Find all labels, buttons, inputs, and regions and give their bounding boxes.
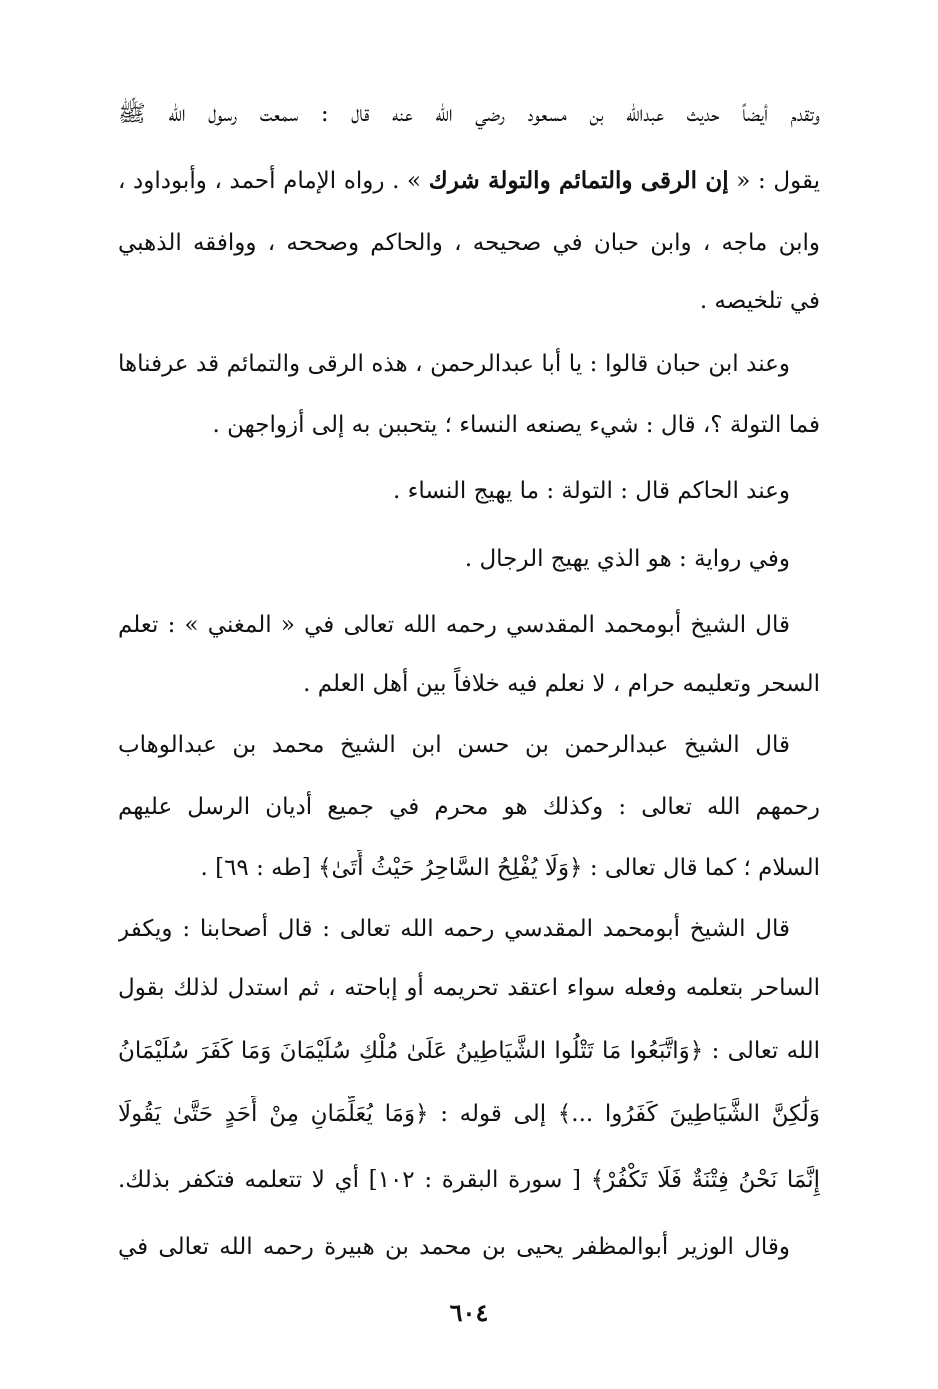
text-line: وفي رواية : هو الذي يهيج الرجال . bbox=[464, 546, 790, 572]
text-line: قال الشيخ أبومحمد المقدسي رحمه الله تعالى : قال أصحابنا : ويكفر bbox=[118, 916, 790, 942]
text-line bbox=[118, 163, 820, 203]
text-line: وتقدم أيضاً حديث عبدالله بن مسعود رضي الله عنه قال : سمعت رسول الله ﷺ bbox=[118, 101, 820, 127]
text-line: الساحر بتعلمه وفعله سواء اعتقد تحريمه أو إباحته ، ثم استدل لذلك بقول bbox=[118, 975, 820, 1001]
text-line: فما التولة ؟، قال : شيء يصنعه النساء ؛ يتحببن به إلى أزواجهن . bbox=[212, 412, 820, 438]
text-line: وعند الحاكم قال : التولة : ما يهيج النساء . bbox=[392, 478, 790, 504]
text-line: إِنَّمَا نَحْنُ فِتْنَةٌ فَلَا تَكْفُرْ﴾ [ سورة البقرة : ١٠٢] أي لا تتعلمه فتكفر بذلك. bbox=[118, 1167, 820, 1193]
text-segment: » . رواه الإمام أحمد ، وأبوداود ، bbox=[118, 168, 429, 194]
text-line: وعند ابن حبان قالوا : يا أبا عبدالرحمن ، هذه الرقى والتمائم قد عرفناها bbox=[118, 351, 790, 377]
text-line: وقال الوزير أبوالمظفر يحيى بن محمد بن هبيرة رحمه الله تعالى في bbox=[118, 1234, 790, 1260]
text-line: وابن ماجه ، وابن حبان في صحيحه ، والحاكم وصححه ، ووافقه الذهبي bbox=[118, 230, 820, 256]
text-line: السحر وتعليمه حرام ، لا نعلم فيه خلافاً بين أهل العلم . bbox=[303, 671, 820, 697]
text-line: السلام ؛ كما قال تعالى : ﴿وَلَا يُفْلِحُ السَّاحِرُ حَيْثُ أَتَىٰ﴾ [طه : ٦٩] . bbox=[200, 855, 820, 881]
text-line: قال الشيخ أبومحمد المقدسي رحمه الله تعالى في « المغني » : تعلم bbox=[118, 612, 790, 638]
text-line: في تلخيصه . bbox=[699, 288, 820, 314]
text-line: الله تعالى : ﴿وَاتَّبَعُوا مَا تَتْلُوا الشَّيَاطِينُ عَلَىٰ مُلْكِ سُلَيْمَانَ وَمَا كَفَرَ سُلَيْمَانُ bbox=[118, 1038, 820, 1064]
text-segment: يقول : « bbox=[728, 168, 820, 194]
text-line: رحمهم الله تعالى : وكذلك هو محرم في جميع أديان الرسل عليهم bbox=[118, 794, 820, 820]
text-line: قال الشيخ عبدالرحمن بن حسن ابن الشيخ محمد بن عبدالوهاب bbox=[118, 732, 790, 758]
text-line: وَلَٰكِنَّ الشَّيَاطِينَ كَفَرُوا ...﴾ إلى قوله : ﴿وَمَا يُعَلِّمَانِ مِنْ أَحَدٍ حَتَّىٰ يَقُولَا bbox=[118, 1101, 820, 1127]
page-number: ٦٠٤ bbox=[449, 1298, 489, 1327]
hadith-quote: إن الرقى والتمائم والتولة شرك bbox=[428, 167, 729, 194]
